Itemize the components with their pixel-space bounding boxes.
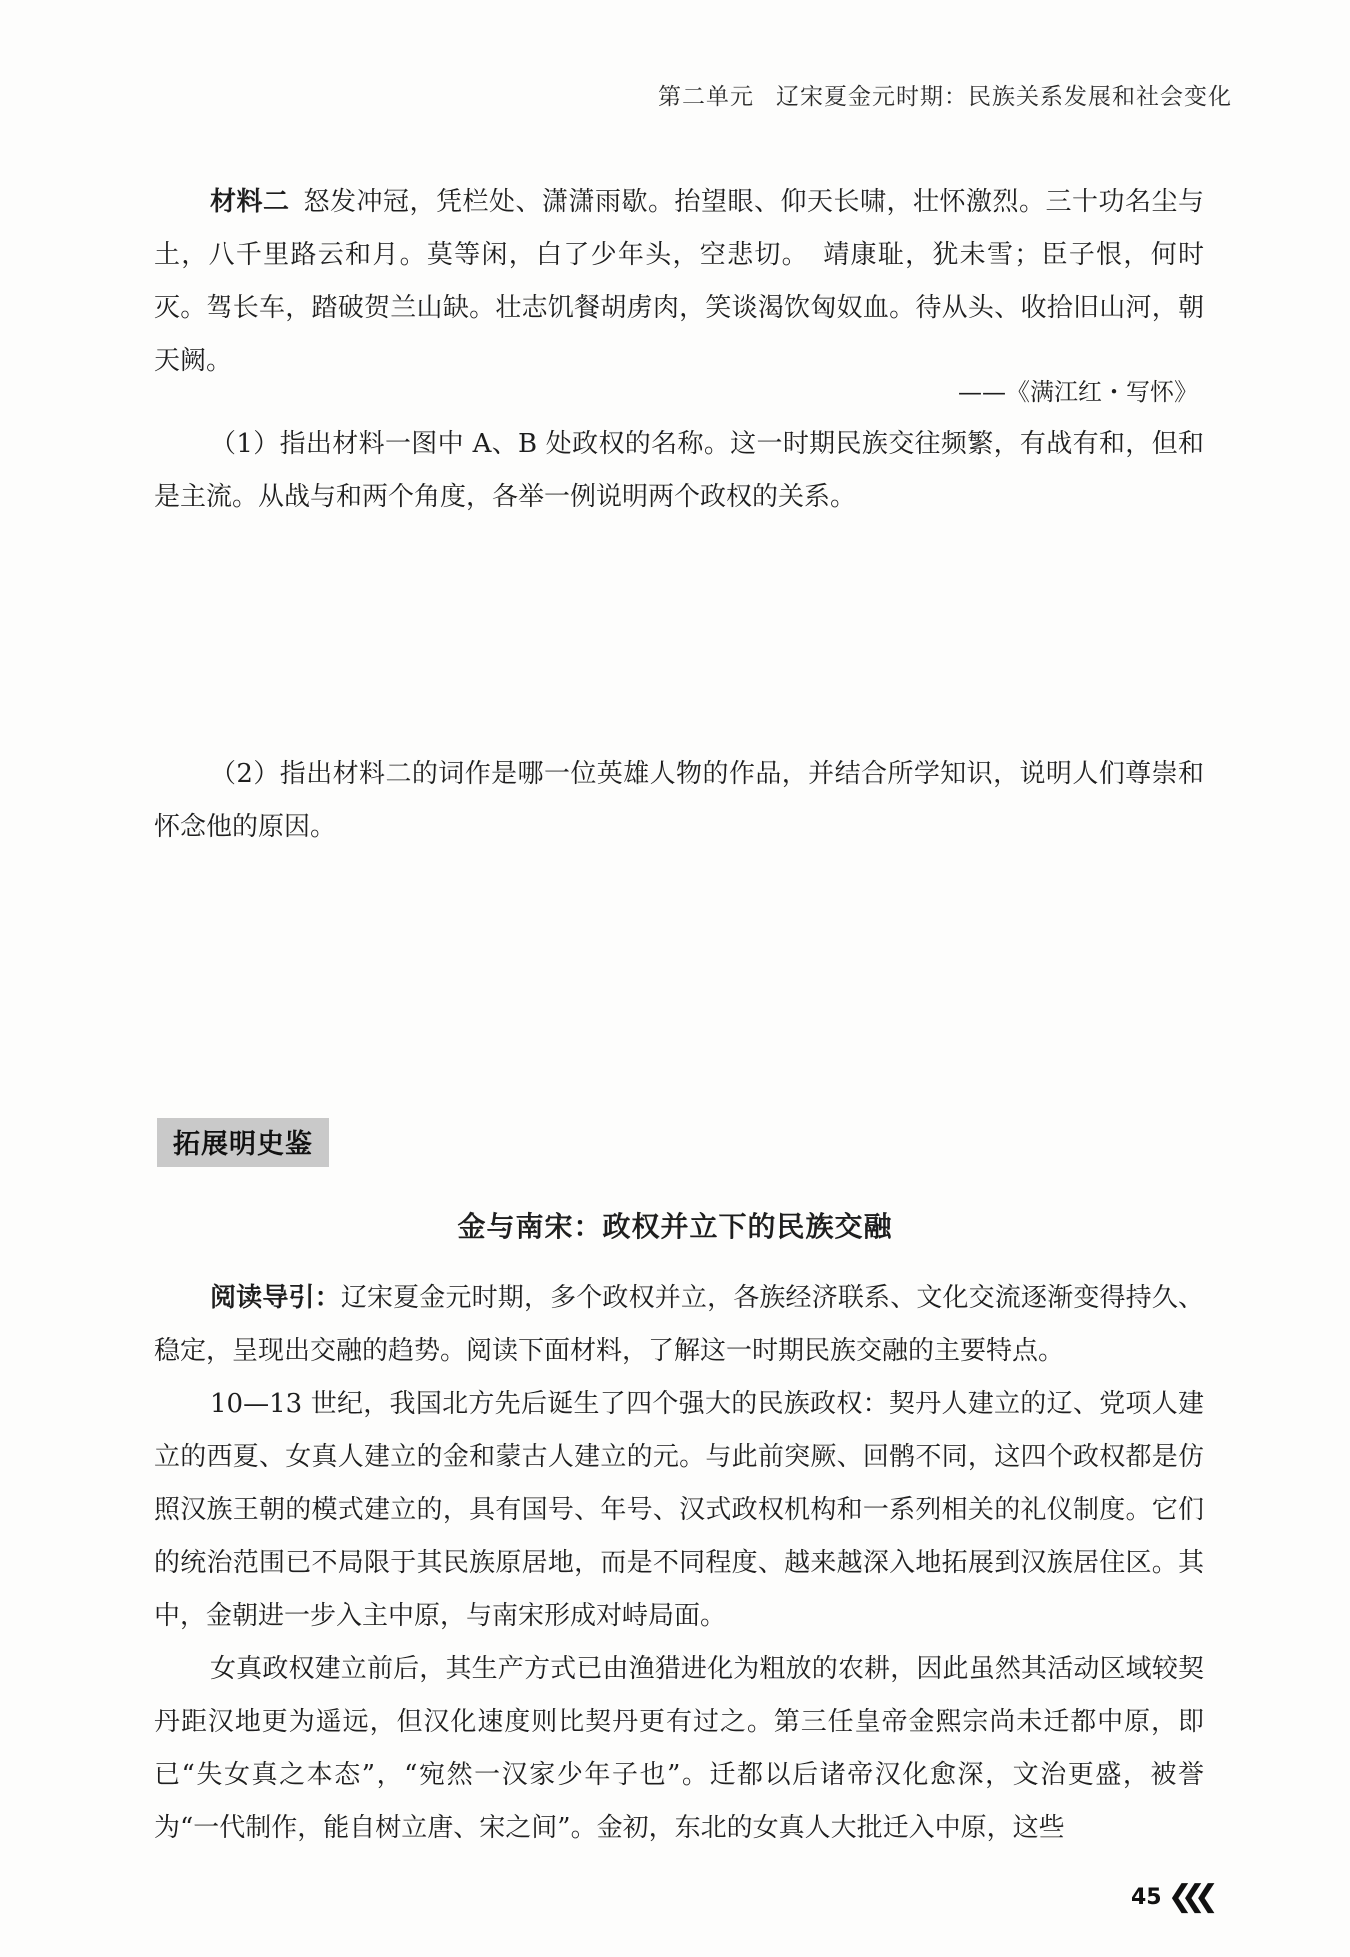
header-unit: 第二单元 xyxy=(658,84,754,110)
material-2-source: ——《满江红・写怀》 xyxy=(958,378,1198,406)
chevrons-left-icon: ❮ ❮ ❮ xyxy=(1167,1879,1207,1914)
question-1-text: （1）指出材料一图中 A、B 处政权的名称。这一时期民族交往频繁，有战有和，但和是主流。从战与和两个角度，各举一例说明两个政权的关系。 xyxy=(154,429,1204,512)
material-2-block xyxy=(154,176,1204,388)
section-badge: 拓展明史鉴 xyxy=(157,1118,329,1167)
reading-guide xyxy=(154,1272,1204,1855)
section-title: 金与南宋：政权并立下的民族交融 xyxy=(457,1210,893,1243)
page-number: 45 xyxy=(1130,1884,1162,1910)
paragraph-2: 女真政权建立前后，其生产方式已由渔猎进化为粗放的农耕，因此虽然其活动区域较契丹距汉地更为遥远，但汉化速度则比契丹更有过之。第三任皇帝金熙宗尚未迁都中原，即已“失女真之本态”，“宛然一汉家少年子也”。迁都以后诸帝汉化愈深，文治更盛，被誉为“一代制作，能自树立唐、宋之间”。金初，东北的女真人大批迁入中原，这些 xyxy=(154,1654,1204,1843)
material-2-poem: 怒发冲冠，凭栏处、潇潇雨歇。抬望眼、仰天长啸，壮怀激烈。三十功名尘与土，八千里路云和月。莫等闲，白了少年头，空悲切。 靖康耻，犹未雪；臣子恨，何时灭。驾长车，踏破贺兰山缺。壮志饥餐胡虏肉，笑谈渴饮匈奴血。待从头、收拾旧山河，朝天阙。 xyxy=(154,187,1204,376)
running-header xyxy=(0,78,1232,111)
question-1 xyxy=(154,418,1204,524)
page-footer xyxy=(1130,1879,1207,1914)
question-2-text: （2）指出材料二的词作是哪一位英雄人物的作品，并结合所学知识，说明人们尊崇和怀念他的原因。 xyxy=(154,759,1204,842)
question-2 xyxy=(154,748,1204,854)
reading-guide-label: 阅读导引： xyxy=(210,1283,341,1313)
material-2-text xyxy=(154,176,1204,388)
paragraph-1: 10—13 世纪，我国北方先后诞生了四个强大的民族政权：契丹人建立的辽、党项人建立的西夏、女真人建立的金和蒙古人建立的元。与此前突厥、回鹘不同，这四个政权都是仿照汉族王朝的模式建立的，具有国号、年号、汉式政权机构和一系列相关的礼仪制度。它们的统治范围已不局限于其民族原居地，而是不同程度、越来越深入地拓展到汉族居住区。其中，金朝进一步入主中原，与南宋形成对峙局面。 xyxy=(154,1389,1204,1631)
reading-guide-text xyxy=(154,1272,1204,1378)
reading-guide-body: 辽宋夏金元时期，多个政权并立，各族经济联系、文化交流逐渐变得持久、稳定，呈现出交融的趋势。阅读下面材料，了解这一时期民族交融的主要特点。 xyxy=(154,1283,1204,1366)
header-title: 辽宋夏金元时期：民族关系发展和社会变化 xyxy=(776,84,1232,110)
material-2-label: 材料二 xyxy=(210,187,290,217)
